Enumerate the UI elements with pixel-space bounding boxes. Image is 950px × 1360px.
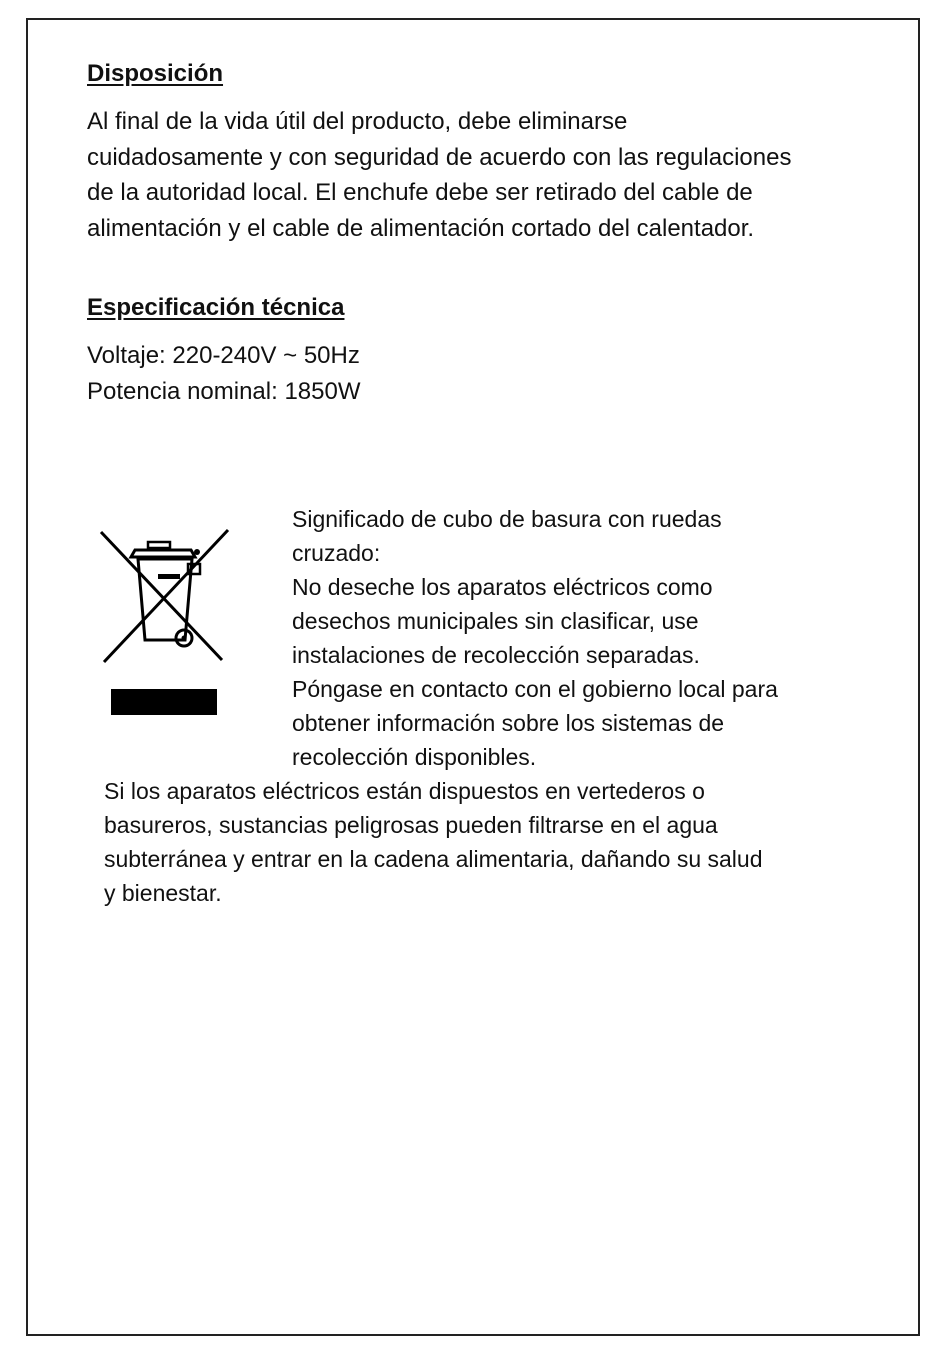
specs-heading: Especificación técnica (87, 294, 345, 321)
disposal-heading: Disposición (87, 60, 224, 87)
weee-line: Póngase en contacto con el gobierno local para (292, 676, 778, 702)
weee-line: No deseche los aparatos eléctricos como (292, 574, 713, 600)
weee-line: cruzado: (292, 540, 381, 566)
specs-list (87, 338, 361, 409)
weee-line: desechos municipales sin clasificar, use (292, 608, 699, 634)
specs-power: Potencia nominal: 1850W (87, 377, 361, 405)
disposal-paragraph (87, 104, 791, 246)
weee-line: instalaciones de recolección separadas. (292, 642, 700, 668)
weee-underline-bar (111, 689, 217, 715)
warning-line: basureros, sustancias peligrosas pueden filtrarse en el agua (104, 812, 718, 838)
warning-line: Si los aparatos eléctricos están dispuestos en vertederos o (104, 778, 705, 804)
disposal-line: Al final de la vida útil del producto, debe eliminarse (87, 108, 628, 135)
weee-line: recolección disponibles. (292, 744, 537, 770)
weee-line: obtener información sobre los sistemas de (292, 710, 725, 736)
weee-line: Significado de cubo de basura con ruedas (292, 506, 722, 532)
specs-voltage: Voltaje: 220-240V ~ 50Hz (87, 342, 360, 369)
weee-description (292, 502, 778, 774)
disposal-line: cuidadosamente y con seguridad de acuerdo con las regulaciones (87, 143, 792, 171)
crossed-out-wheelie-bin-icon (98, 526, 232, 666)
warning-line: y bienestar. (104, 880, 222, 906)
disposal-line: alimentación y el cable de alimentación cortado del calentador. (87, 214, 755, 242)
disposal-line: de la autoridad local. El enchufe debe ser retirado del cable de (87, 179, 753, 206)
warning-line: subterránea y entrar en la cadena alimentaria, dañando su salud (104, 846, 763, 872)
landfill-warning (104, 774, 763, 910)
